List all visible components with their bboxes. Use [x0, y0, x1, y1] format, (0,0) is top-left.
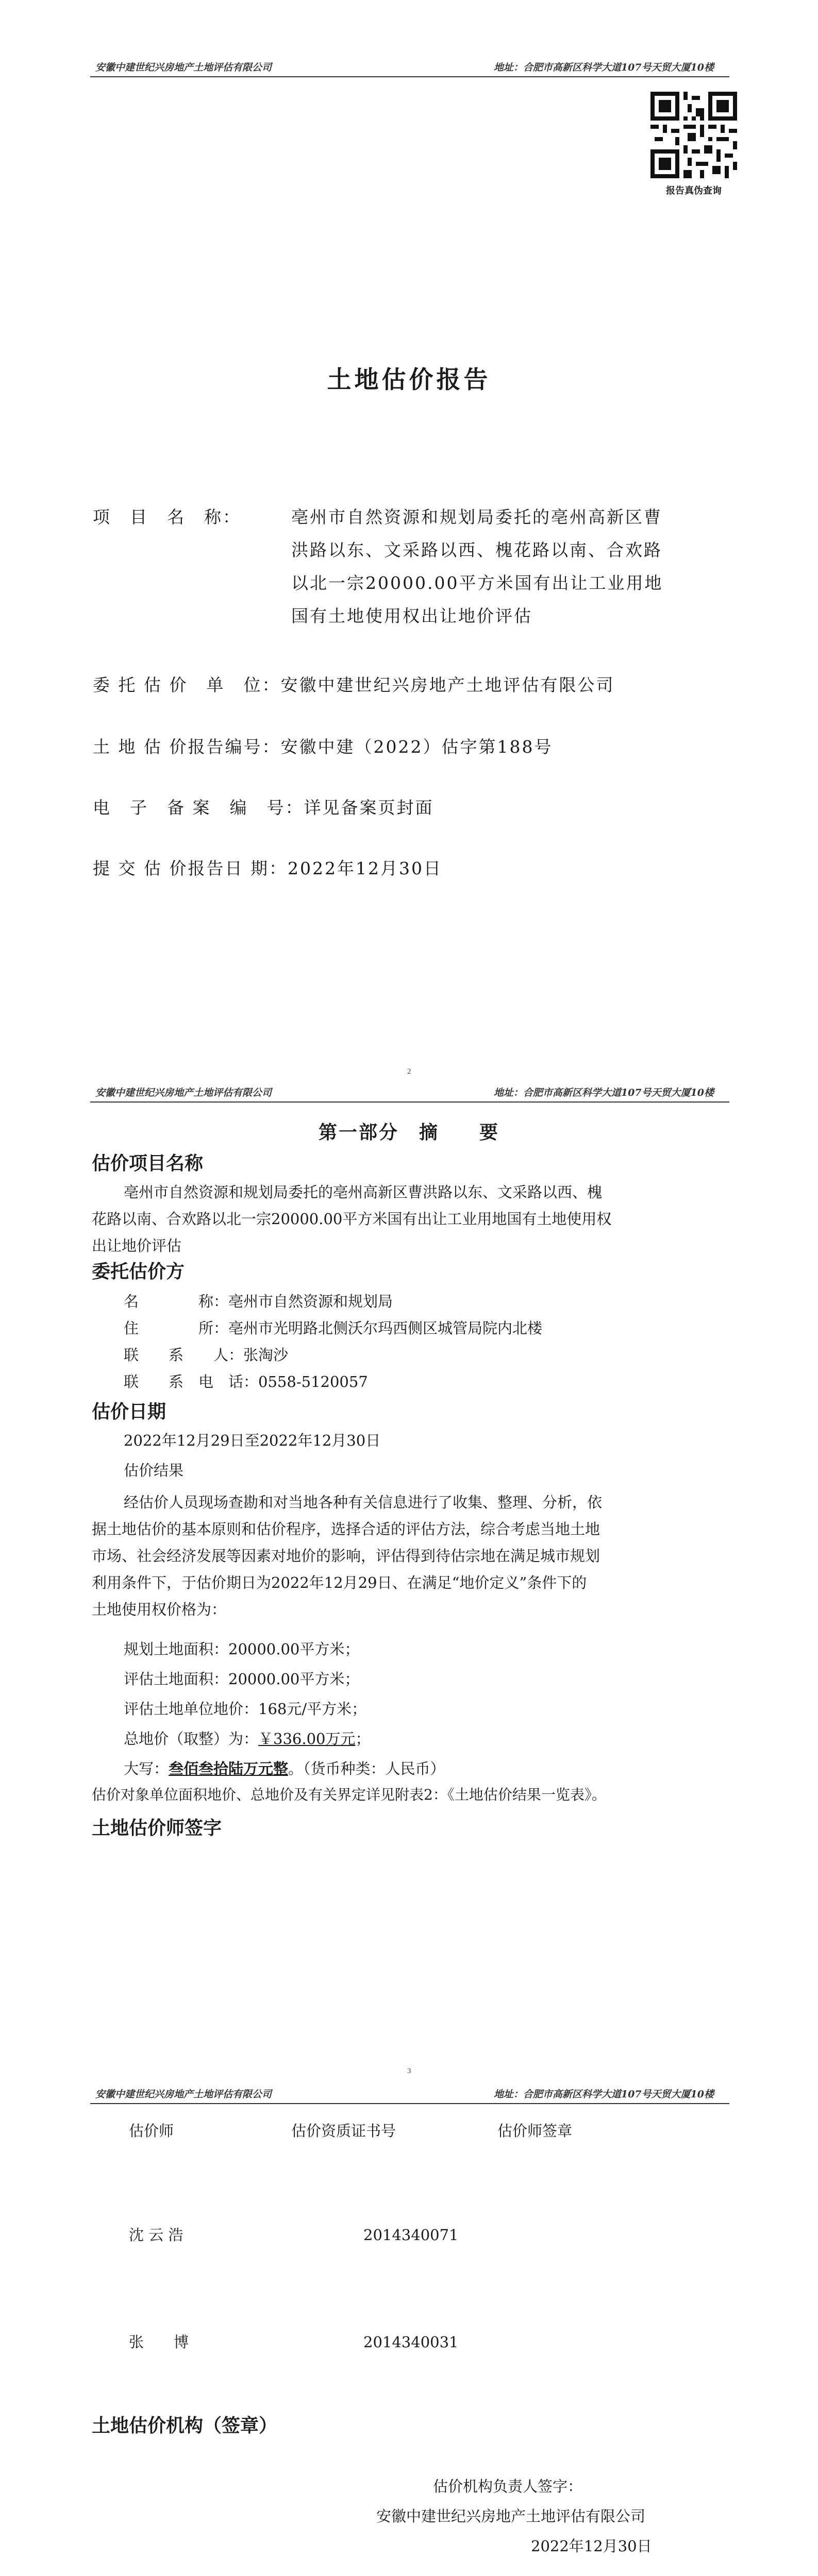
caps-row	[124, 1755, 445, 1782]
project-heading: 估价项目名称	[92, 1153, 204, 1174]
result-line: 土地使用权价格为：	[92, 1601, 227, 1618]
header-line	[90, 1101, 729, 1103]
qr-caption: 报告真伪查询	[666, 185, 722, 196]
sig-header-seal: 估价师签章	[497, 2122, 573, 2140]
header-company: 安徽中建世纪兴房地产土地评估有限公司	[95, 62, 272, 73]
result-line: 利用条件下，于估价期日为2022年12月29日、在满足“地价定义”条件下的	[92, 1574, 587, 1591]
date-heading: 估价日期	[92, 1401, 166, 1422]
client-label: 联 系 人：	[124, 1346, 244, 1364]
cover-filing-row	[93, 791, 434, 824]
total-price-row	[124, 1725, 371, 1752]
cover-project-label: 项 目 名 称：	[93, 507, 241, 527]
caps-end: 。（货币种类：人民币）	[288, 1760, 445, 1777]
client-row-address	[124, 1315, 691, 1342]
total-value: ￥336.00万元	[258, 1730, 356, 1748]
header-line	[90, 2103, 729, 2104]
eval-area: 评估土地面积：20000.00平方米；	[124, 1670, 360, 1688]
part-title: 第一部分 摘 要	[318, 1122, 499, 1143]
cover-client-label: 委 托 估 价 单 位：	[93, 675, 281, 695]
client-value: 张淘沙	[243, 1346, 289, 1364]
unit-price: 评估土地单位地价：168元/平方米；	[124, 1700, 367, 1718]
page-number: 3	[407, 2067, 411, 2075]
client-value: 亳州市自然资源和规划局	[228, 1293, 393, 1310]
result-note: 估价对象单位面积地价、总地价及有关界定详见附表2：《土地估价结果一览表》。	[92, 1786, 606, 1803]
result-line: 据土地估价的基本原则和估价程序，选择合适的评估方法，综合考虑当地土地	[92, 1520, 600, 1538]
header-company: 安徽中建世纪兴房地产土地评估有限公司	[95, 2089, 272, 2100]
client-value: 亳州市光明路北侧沃尔玛西侧区城管局院内北楼	[228, 1319, 543, 1337]
result-heading: 估价结果	[124, 1462, 184, 1479]
header-address: 地址：合肥市高新区科学大道107号天贸大厦10楼	[493, 1087, 714, 1098]
cover-date-row	[93, 852, 442, 885]
project-text-line: 亳州市自然资源和规划局委托的亳州高新区曹洪路以东、文采路以西、槐	[124, 1183, 603, 1201]
report-title: 土地估价报告	[327, 366, 491, 394]
qr-code-icon[interactable]	[650, 92, 737, 178]
client-info	[124, 1288, 691, 1395]
header-address: 地址：合肥市高新区科学大道107号天贸大厦10楼	[493, 2089, 714, 2100]
sig-header-name: 估价师	[129, 2122, 174, 2140]
cover-report-no-label: 土 地 估 价报告编号：	[93, 737, 281, 757]
header-line	[90, 76, 729, 77]
sig-cert: 2014340071	[363, 2226, 459, 2244]
client-label: 住 所：	[124, 1319, 229, 1337]
cover-date-label: 提 交 估 价报告日 期：	[93, 858, 288, 878]
sig-name: 沈 云 浩	[129, 2226, 183, 2244]
project-text-line: 出让地价评估	[92, 1237, 182, 1255]
result-line: 经估价人员现场查勘和对当地各种有关信息进行了收集、整理、分析，依	[124, 1494, 603, 1511]
org-responsible: 估价机构负责人签字：	[433, 2478, 583, 2495]
project-text	[92, 1179, 732, 1259]
org-date: 2022年12月30日	[531, 2537, 652, 2555]
plan-area: 规划土地面积：20000.00平方米；	[124, 1640, 360, 1658]
cover-project-row	[93, 501, 241, 534]
org-heading: 土地估价机构（签章）	[92, 2415, 278, 2436]
sig-cert: 2014340031	[363, 2333, 459, 2351]
sig-name: 张 博	[129, 2333, 189, 2351]
cover-date-value: 2022年12月30日	[287, 858, 442, 878]
page-number: 2	[407, 1067, 411, 1076]
client-value: 0558-5120057	[258, 1373, 368, 1391]
page-header	[90, 54, 729, 76]
caps-label: 大写：	[124, 1760, 169, 1777]
client-row-phone	[124, 1368, 691, 1395]
org-company: 安徽中建世纪兴房地产土地评估有限公司	[376, 2507, 646, 2525]
cover-project-value	[291, 501, 724, 633]
cover-project-line: 亳州市自然资源和规划局委托的亳州高新区曹	[291, 507, 662, 527]
page-header	[90, 1079, 729, 1101]
cover-filing-label: 电 子 备 案 编 号：	[93, 798, 304, 818]
cover-project-line: 国有土地使用权出让地价评估	[291, 606, 532, 626]
total-label: 总地价（取整）为：	[124, 1730, 259, 1748]
total-end: ；	[355, 1730, 371, 1748]
cover-client-row	[93, 669, 614, 702]
cover-report-no-value: 安徽中建（2022）估字第188号	[280, 737, 553, 757]
cover-report-no-row	[93, 731, 553, 764]
client-label: 名 称：	[124, 1293, 229, 1310]
cover-filing-value: 详见备案页封面	[304, 798, 434, 818]
client-row-name	[124, 1288, 691, 1315]
cover-project-line: 以北一宗20000.00平方米国有出让工业用地	[291, 573, 663, 593]
client-row-contact	[124, 1342, 691, 1368]
cover-client-value: 安徽中建世纪兴房地产土地评估有限公司	[280, 675, 615, 695]
date-text: 2022年12月29日至2022年12月30日	[124, 1432, 381, 1449]
caps-value: 叁佰叁拾陆万元整	[169, 1760, 289, 1777]
result-paragraph	[92, 1489, 732, 1623]
client-heading: 委托估价方	[92, 1261, 185, 1282]
cover-project-line: 洪路以东、文采路以西、槐花路以南、合欢路	[291, 540, 662, 560]
project-text-line: 花路以南、合欢路以北一宗20000.00平方米国有出让工业用地国有土地使用权	[92, 1210, 612, 1228]
client-label: 联 系 电 话：	[124, 1373, 259, 1391]
page-header	[90, 2080, 729, 2103]
sig-header-cert: 估价资质证书号	[291, 2122, 396, 2140]
signer-heading: 土地估价师签字	[92, 1818, 222, 1839]
header-address: 地址：合肥市高新区科学大道107号天贸大厦10楼	[493, 62, 714, 73]
result-line: 市场、社会经济发展等因素对地价的影响，评估得到待估宗地在满足城市规划	[92, 1547, 600, 1565]
header-company: 安徽中建世纪兴房地产土地评估有限公司	[95, 1087, 272, 1098]
